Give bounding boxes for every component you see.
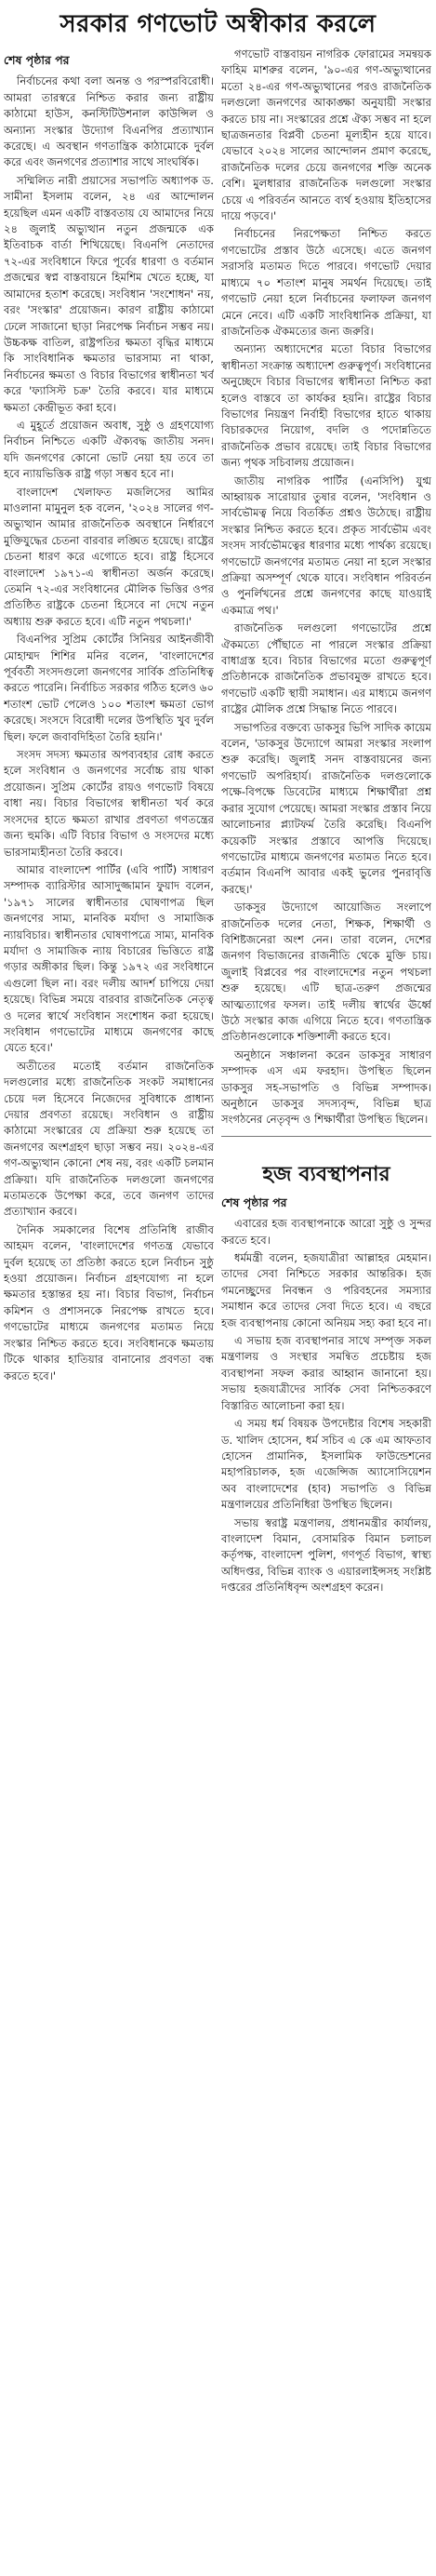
article-headline: সরকার গণভোট অস্বীকার করলে [59,10,377,38]
paragraph: নির্বাচনের নিরপেক্ষতা নিশ্চিত করতে গণভোটের প্রস্তাব উঠে এসেছে। এতে জনগণ সরাসরি মতামত দিতে পারবে। গণভোট দেয়ার মাধ্যমে ৭০ শতাংশ মানুষ সমর্থন দিয়েছে। তাই গণভোট নেয়া হলে নির্বাচনের ফলাফল জনগণ মেনে নেবে। এটি একটি সাংবিধানিক প্রক্রিয়া, যা রাজনৈতিক ঐকমত্যের জন্য জরুরি। [221,227,431,338]
secondary-headline: হজ ব্যবস্থাপনার [262,1162,390,1186]
paragraph: বাংলাদেশ খেলাফত মজলিসের আমির মাওলানা মামুনুল হক বলেন, '২০২৪ সালের গণ-অভ্যুত্থান আমার রাজনৈতিক অবস্থানে নির্ধারণে মুক্তিযুদ্ধের চেতনা বারবার লঙ্ঘিত হয়েছে। রাষ্ট্রের চেতনা ধারণ করে এগোতে হবে। রাষ্ট্র হিসেবে বাংলাদেশ ১৯৭১-এ স্বাধীনতা অর্জন করেছে। তেমনি ৭২-এর সংবিধানের মৌলিক ভিত্তির ওপর প্রতিষ্ঠিত রাষ্ট্রকে চেতনা হিসেবে না দেখে নতুন অধ্যায় শুরু করতে হবে। এটি নতুন পথচলা।' [4,485,214,628]
continuation-label: শেষ পৃষ্ঠার পর [221,1195,287,1209]
left-column [4,47,214,1598]
paragraph: এ মুহূর্তে প্রয়োজন অবাধ, সুষ্ঠু ও গ্রহণযোগ্য নির্বাচন নিশ্চিতে একটি ঐক্যবদ্ধ জাতীয় সনদ। যদি জনগণের কোনো ভোট নেয়া হয় তবে তা হবে ন্যায়ভিত্তিক রাষ্ট্র গড়া সম্ভব হবে না। [4,418,214,481]
paragraph: রাজনৈতিক দলগুলো গণভোটের প্রশ্নে ঐকমত্যে পৌঁছাতে না পারলে সংস্কার প্রক্রিয়া বাধাগ্রস্ত হবে। বিচার বিভাগের মতো গুরুত্বপূর্ণ প্রতিষ্ঠানকে রাজনৈতিক প্রভাবমুক্ত রাখতে হবে। গণভোট একটি স্থায়ী সমাধান। এর মাধ্যমে জনগণ রাষ্ট্রের মৌলিক প্রশ্নে সিদ্ধান্ত নিতে পারবে। [221,621,431,716]
paragraph: অন্যান্য অধ্যাদেশের মতো বিচার বিভাগের স্বাধীনতা সংক্রান্ত অধ্যাদেশ গুরুত্বপূর্ণ। সংবিধানের অনুচ্ছেদে বিচার বিভাগের স্বাধীনতা নিশ্চিত করা হলেও বাস্তবে তা কার্যকর হয়নি। রাষ্ট্রের বিচার বিভাগের নিয়ন্ত্রণ নির্বাহী বিভাগের হাতে থাকায় বিচারকদের নিয়োগ, বদলি ও পদোন্নতিতে রাজনৈতিক প্রভাব রয়েছে। তাই বিচার বিভাগের জন্য পৃথক সচিবালয় প্রয়োজন। [221,342,431,470]
article-separator [221,1136,431,1137]
paragraph: সম্মিলিত নারী প্রয়াসের সভাপতি অধ্যাপক ড. সামীনা ইসলাম বলেন, ২৪ এর আন্দোলন হয়েছিল এমন একটি বাস্তবতায় যে আমাদের নিয়ে ২৪ জুলাই অভ্যুত্থান নতুন প্রজন্মকে এক ইতিবাচক বার্তা শিখিয়েছে। বিএনপি নেতাদের ৭২-এর সংবিধানে ফিরে পূর্বের ধারণা ও বর্তমান প্রজন্মের স্বপ্ন বাস্তবায়নে হিমশিম খেতে হচ্ছে, যা আমাদের হতাশ করেছে। সংবিধান 'সংশোধন' নয়, বরং 'সংস্কার' প্রয়োজন। কারণ রাষ্ট্রীয় কাঠামো ঢেলে সাজানো ছাড়া নিরপেক্ষ নির্বাচন সম্ভব নয়। উচ্চকক্ষ বাতিল, রাষ্ট্রপতির ক্ষমতা বৃদ্ধির মাধ্যমে কি সাংবিধানিক ক্ষমতার ভারসাম্য না থাকা, নির্বাচনের ক্ষমতা ও বিচার বিভাগের স্বাধীনতা খর্ব করে 'ফ্যাসিস্ট চক্র' তৈরি করবে। যার মাধ্যমে ক্ষমতা কেন্দ্রীভূত করা হবে। [4,173,214,414]
paragraph: ডাকসুর উদ্যোগে আয়োজিত সংলাপে রাজনৈতিক দলের নেতা, শিক্ষক, শিক্ষার্থী ও বিশিষ্টজনেরা অংশ নেন। তারা বলেন, দেশের জনগণ বিভাজনের রাজনীতি থেকে মুক্তি চায়। জুলাই বিপ্লবের পর বাংলাদেশের নতুন পথচলা শুরু হয়েছে। এটি ছাত্র-তরুণ প্রজন্মের আত্মত্যাগের ফসল। তাই দলীয় স্বার্থের ঊর্ধ্বে উঠে সংস্কার কাজ এগিয়ে নিতে হবে। গণতান্ত্রিক প্রতিষ্ঠানগুলোকে শক্তিশালী করতে হবে। [221,901,431,1044]
paragraph: আমার বাংলাদেশ পার্টির (এবি পার্টি) সাধারণ সম্পাদক ব্যারিস্টার আসাদুজ্জামান ফুয়াদ বলেন, '১৯৭১ সালের স্বাধীনতার ঘোষণাপত্র ছিল জনগণের সাম্য, মানবিক মর্যাদা ও সামাজিক ন্যায়বিচার। স্বাধীনতার ঘোষণাপত্রে সাম্য, মানবিক মর্যাদা ও সামাজিক ন্যায় বিচারের ভিত্তিতে রাষ্ট্র গড়ার অঙ্গীকার ছিল। কিন্তু ১৯৭২ এর সংবিধানে এগুলো ছিল না। বরং দলীয় আদর্শ চাপিয়ে দেয়া হয়েছে। বিভিন্ন সময়ে বারবার রাজনৈতিক নেতৃত্ব ও দলের স্বার্থে সংবিধান সংশোধন করা হয়েছে। সংবিধান গণভোটের মাধ্যমে জনগণের কাছে যেতে হবে।' [4,862,214,1055]
paragraph: সভায় স্বরাষ্ট্র মন্ত্রণালয়, প্রধানমন্ত্রীর কার্যালয়, বাংলাদেশ বিমান, বেসামরিক বিমান চলাচল কর্তৃপক্ষ, বাংলাদেশ পুলিশ, গণপূর্ত বিভাগ, স্বাস্থ্য অধিদপ্তর, বিভিন্ন ব্যাংক ও এয়ারলাইন্সসহ সংশ্লিষ্ট দপ্তরের প্রতিনিধিবৃন্দ অংশগ্রহণ করেন। [221,1515,431,1595]
newspaper-page [4,4,432,2572]
paragraph: এ সময় ধর্ম বিষয়ক উপদেষ্টার বিশেষ সহকারী ড. খালিদ হোসেন, ধর্ম সচিব এ কে এম আফতাব হোসেন প্রামানিক, ইসলামিক ফাউন্ডেশনের মহাপরিচালক, হজ এজেন্সিজ অ্যাসোসিয়েশন অব বাংলাদেশের (হাব) সভাপতি ও বিভিন্ন মন্ত্রণালয়ের প্রতিনিধিরা উপস্থিত ছিলেন। [221,1417,431,1512]
paragraph: ধর্মমন্ত্রী বলেন, হজযাত্রীরা আল্লাহর মেহমান। তাদের সেবা নিশ্চিতে সরকার আন্তরিক। হজ গমনেচ্ছুদের নিবন্ধন ও পরিবহনের সমস্যার সমাধান করে তাদের সেবা দিতে হবে। এ বছরে হজ ব্যবস্থাপনায় কোনো অনিয়ম সহ্য করা হবে না। [221,1251,431,1329]
paragraph: দৈনিক সমকালের বিশেষ প্রতিনিধি রাজীব আহমদ বলেন, 'বাংলাদেশের গণতন্ত্র যেভাবে দুর্বল হয়েছে তা প্রতিষ্ঠা করতে হলে নির্বাচন সুষ্ঠু হওয়া প্রয়োজন। নির্বাচন গ্রহণযোগ্য না হলে ক্ষমতার হস্তান্তর হয় না। বিচার বিভাগ, নির্বাচন কমিশন ও প্রশাসনকে নিরপেক্ষ রাখতে হবে। গণভোটের মাধ্যমে জনগণের মতামত নিয়ে সংস্কার নিশ্চিত করতে হবে। সংবিধানকে ক্ষমতায় টিকে থাকার হাতিয়ার বানানোর প্রবণতা বন্ধ করতে হবে।' [4,1222,214,1382]
paragraph: এবারের হজ ব্যবস্থাপনাকে আরো সুষ্ঠু ও সুন্দর করতে হবে। [221,1217,431,1247]
right-column [221,47,431,1598]
paragraph: নির্বাচনের কথা বলা অনন্ত ও পরস্পরবিরোধী। আমরা তারস্বরে নিশ্চিত করার জন্য রাষ্ট্রীয় কাঠামো হাউস, কনস্টিটিউশনাল কাউন্সিল ও অন্যান্য সংস্কার উদ্যোগ বিএনপির প্রত্যাখ্যান করেছে। এ অবস্থান গণতান্ত্রিক কাঠামোকে দুর্বল করে এবং জনগণের প্রত্যাশার সাথে সাংঘর্ষিক। [4,74,214,169]
paragraph: অনুষ্ঠানে সঞ্চালনা করেন ডাকসুর সাধারণ সম্পাদক এস এম ফরহাদ। উপস্থিত ছিলেন ডাকসুর সহ-সভাপতি ও বিভিন্ন সম্পাদক। অনুষ্ঠানে ডাকসুর সদস্যবৃন্দ, বিভিন্ন ছাত্র সংগঠনের নেতৃবৃন্দ ও শিক্ষার্থীরা উপস্থিত ছিলেন। [221,1048,431,1127]
paragraph: বিএনপির সুপ্রিম কোর্টের সিনিয়র আইনজীবী মোহাম্মদ শিশির মনির বলেন, 'বাংলাদেশের পূর্ববর্তী সংসদগুলো জনগণের সার্বিক প্রতিনিধিত্ব করতে পারেনি। নির্বাচিত সরকার গঠিত হলেও ৬০ শতাংশ ভোট পেলেও ১০০ শতাংশ ক্ষমতা ভোগ করেছে। সংসদে বিরোধী দলের উপস্থিতি খুব দুর্বল ছিল। ফলে জবাবদিহিতা তৈরি হয়নি।' [4,633,214,743]
paragraph: অতীতের মতোই বর্তমান রাজনৈতিক দলগুলোর মধ্যে রাজনৈতিক সংকট সমাধানের চেয়ে দল হিসেবে নিজেদের সুবিধাকে প্রাধান্য দেয়ার প্রবণতা রয়েছে। সংবিধান ও রাষ্ট্রীয় কাঠামো সংস্কারের যে প্রক্রিয়া শুরু হয়েছে তা জনগণের অংশগ্রহণ ছাড়া সম্ভব নয়। ২০২৪-এর গণ-অভ্যুত্থান কোনো শেষ নয়, বরং একটি চলমান প্রক্রিয়া। যদি রাজনৈতিক দলগুলো জনগণের মতামতকে উপেক্ষা করে, তবে জনগণ তাদের প্রত্যাখ্যান করবে। [4,1059,214,1219]
paragraph: সভাপতির বক্তব্যে ডাকসুর ভিপি সাদিক কায়েম বলেন, 'ডাকসুর উদ্যোগে আমরা সংস্কার সংলাপ শুরু করেছি। জুলাই সনদ বাস্তবায়নের জন্য গণভোট অপরিহার্য। রাজনৈতিক দলগুলোকে পক্ষে-বিপক্ষে ডিবেটের মাধ্যমে শিক্ষার্থীরা প্রশ্ন করার সুযোগ পেয়েছে। আমরা সংস্কার প্রস্তাব নিয়ে আলোচনার প্ল্যাটফর্ম তৈরি করেছি। বিএনপি কয়েকটি সংস্কার প্রস্তাবে আপত্তি দিয়েছে। গণভোটের মাধ্যমে জনগণের মতামত নিতে হবে। বর্তমান বিএনপি আবার একই ভুলের পুনরাবৃত্তি করছে।' [221,720,431,896]
article-columns [4,47,432,1598]
paragraph: গণভোট বাস্তবায়ন নাগরিক ফোরামের সমন্বয়ক ফাহিম মাশরুর বলেন, '৯০-এর গণ-অভ্যুত্থানের মতো ২৪-এর গণ-অভ্যুত্থানের পরও রাজনৈতিক দলগুলো জনগণের আকাঙ্ক্ষা অনুযায়ী সংস্কার করতে চায় না। সংস্কারের প্রশ্নে ঐক্য সম্ভব না হলে ছাত্রজনতার বিপ্লবী চেতনা মূল্যহীন হয়ে যাবে। যেভাবে ২০২৪ সালের আন্দোলন প্রমাণ করেছে, রাজনৈতিক দলের চেয়ে জনগণের শক্তি অনেক বেশি। মুলধারার রাজনৈতিক দলগুলো সংস্কার চেয়ে এ পরিবর্তন আনতে ব্যর্থ হওয়ায় ইতিহাসের দায়ে পড়বে।' [221,47,431,223]
continuation-label: শেষ পৃষ্ঠার পর [4,53,70,67]
paragraph: এ সভায় হজ ব্যবস্থাপনার সাথে সম্পৃক্ত সকল মন্ত্রণালয় ও সংস্থার সমন্বিত প্রচেষ্টায় হজ ব্যবস্থাপনা সফল করার আহ্বান জানানো হয়। সভায় হজযাত্রীদের সার্বিক সেবা নিশ্চিতকরণে বিস্তারিত আলোচনা করা হয়। [221,1334,431,1412]
paragraph: সংসদ সদস্য ক্ষমতার অপব্যবহার রোধ করতে হলে সংবিধান ও জনগণের সর্বোচ্চ রায় থাকা প্রয়োজন। সুপ্রিম কোর্টের রায়ও গণভোট বিষয়ে বাধা নয়। বিচার বিভাগের স্বাধীনতা খর্ব করে সংসদের হাতে ক্ষমতা রাখার প্রবণতা গণতন্ত্রের জন্য হুমকি। এটি বিচার বিভাগ ও সংসদের মধ্যে ভারসাম্যহীনতা তৈরি করবে। [4,748,214,859]
paragraph: জাতীয় নাগরিক পার্টির (এনসিপি) যুগ্ম আহ্বায়ক সারোয়ার তুষার বলেন, 'সংবিধান ও সার্বভৌমত্ব নিয়ে বিতর্কিত প্রশ্নও উঠেছে। রাষ্ট্রীয় সংস্কার নিশ্চিত করতে হবে। প্রকৃত সার্বভৌম এবং সংসদ সার্বভৌমত্বের ধারণার মধ্যে পার্থক্য রয়েছে। গণভোটে জনগণের মতামত নেয়া না হলে সংস্কার প্রক্রিয়া অসম্পূর্ণ থেকে যাবে। সংবিধান পরিবর্তন ও পুনর্লিখনের প্রশ্নে জনগণের কাছে যাওয়াই একমাত্র পথ।' [221,474,431,617]
